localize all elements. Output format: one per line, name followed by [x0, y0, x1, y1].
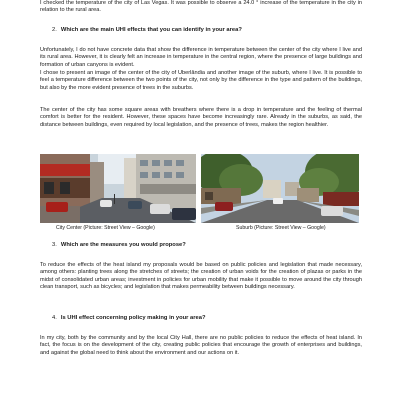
- question-2-heading: [52, 27, 362, 34]
- suburb-photo: [201, 154, 359, 223]
- question-2-heading-text: Which are the main UHI effects that you can identify in your area?: [60, 27, 242, 33]
- question-3-paragraph-1: To reduce the effects of the heat island my proposals would be based on public policies and legislation that made necessary, among others: planting trees along the stretches of streets; the creation of urban voids for the creation of plazas or parks in the midst of consolidated urban areas; investment in policies for urban mobility that make it possible to move around the city through clean transport, such as bicycles; and legislation that makes permeability between buildings necessary.: [40, 262, 362, 291]
- question-4-number: 4.: [52, 315, 57, 321]
- question-3-heading-text: Which are the measures you would propose?: [60, 242, 186, 248]
- question-2-paragraph-1: Unfortunately, I do not have concrete data that show the difference in temperature between the center of the city where I live and its rural area. However, it is clearly felt an increase in temperature in the central region, where the presence of large buildings and formation of urban canyons is evident.: [40, 47, 362, 68]
- question-3-heading: [52, 242, 362, 249]
- question-4-heading-text: Is UHI effect concerning policy making in your area?: [60, 315, 206, 321]
- suburb-caption: Suburb (Picture: Street View – Google): [236, 225, 326, 231]
- intro-paragraph: I checked the temperature of the city of Las Vegas. It was possible to observe a 24.0 ° increase of the temperature in the city in relation to the rural area.: [40, 0, 362, 14]
- question-2-number: 2.: [52, 27, 57, 33]
- question-2-paragraph-3: The center of the city has some square areas with breathers where there is a drop in temperature and the feeling of thermal comfort is better for the resident. However, these spaces have become increasingly rare. Already in the suburbs, as said, the distance between buildings, even required by local legislation, and the presence of trees, makes the region healthier.: [40, 107, 362, 128]
- city-center-caption: City Center (Picture: Street View – Google): [56, 225, 155, 231]
- question-2-paragraph-2: I chose to present an image of the center of the city of Uberlândia and another image of the suburb, where I live. It is possible to feel a temperature difference between the two points of the city, not only by the difference in the type and pattern of the buildings, but also by the more evident presence of trees in the suburbs.: [40, 70, 362, 91]
- city-center-photo: [40, 154, 196, 223]
- question-3-number: 3.: [52, 242, 57, 248]
- question-4-paragraph-1: In my city, both by the community and by the local City Hall, there are no public policies to reduce the effects of heat island. In fact, the focus is on the development of the city, creating public policies that encourage the growth of enterprises and buildings, and against the global need to think about the environment and our actions on it.: [40, 335, 362, 356]
- question-4-heading: [52, 315, 362, 322]
